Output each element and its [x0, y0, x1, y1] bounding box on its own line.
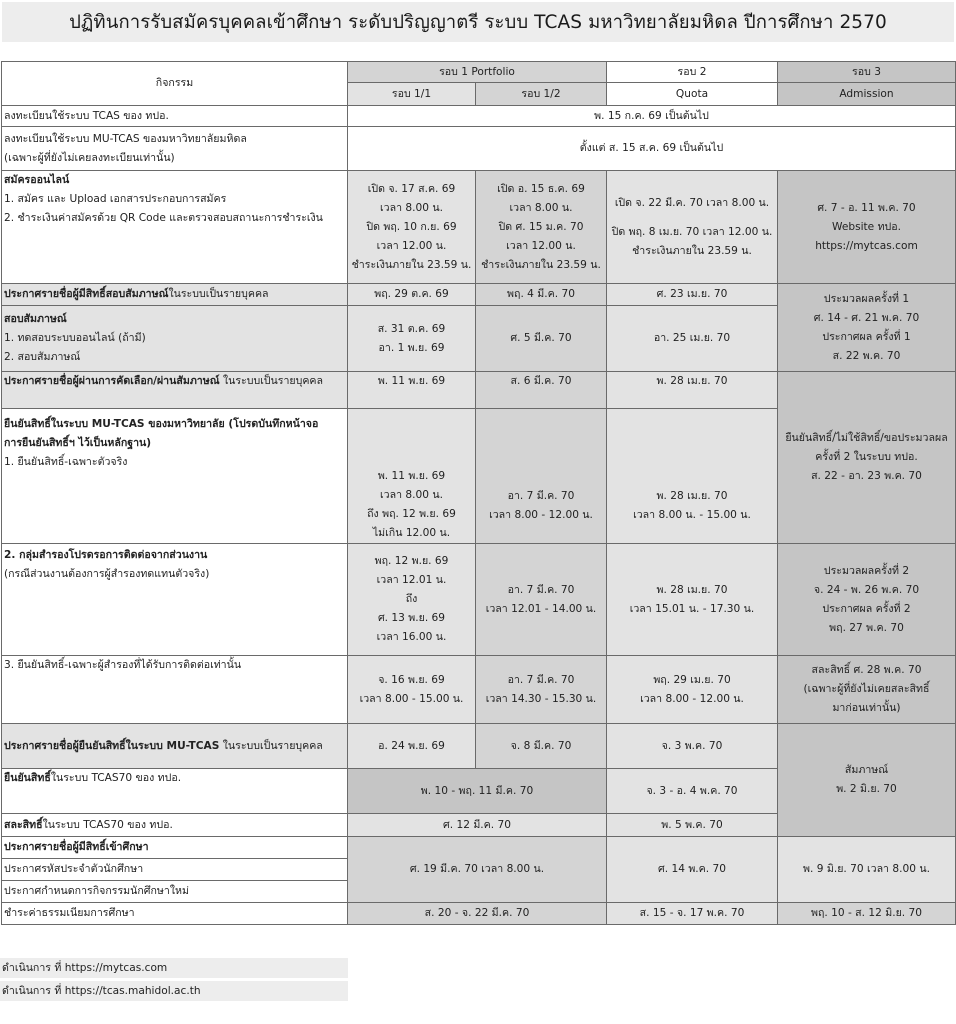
schedule-table [1, 61, 956, 925]
interview-list-label: ประกาศรายชื่อผู้มีสิทธิ์สอบสัมภาษณ์ในระบบเป็นรายบุคคล [2, 284, 348, 306]
reg-mu-label: ลงทะเบียนใช้ระบบ MU-TCAS ของมหาวิทยาลัยมหิดล [4, 132, 247, 145]
round3-waive: สละสิทธิ์ ศ. 28 พ.ค. 70 (เฉพาะผู้ที่ยังไม่เคยสละสิทธิ์ มาก่อนเท่านั้น) [778, 656, 956, 724]
reserve-confirm-round1-1: จ. 16 พ.ย. 69 เวลา 8.00 - 15.00 น. [348, 656, 476, 724]
round3-interview: สัมภาษณ์ พ. 2 มิ.ย. 70 [778, 724, 956, 837]
waive-label: สละสิทธิ์ในระบบ TCAS70 ของ ทปอ. [2, 814, 348, 837]
table-row [2, 106, 956, 127]
confirm-label-note: การยืนยันสิทธิ์ฯ ไว้เป็นหลักฐาน) [4, 437, 152, 449]
round2-sub-header: Quota [607, 83, 778, 106]
reg-tcas-value: พ. 15 ก.ค. 69 เป็นต้นไป [348, 106, 956, 127]
fee-round1: ส. 20 - จ. 22 มี.ค. 70 [348, 903, 607, 925]
apply-step-2: 2. ชำระเงินค่าสมัครด้วย QR Code และตรวจสอบสถานะการชำระเงิน [4, 212, 323, 224]
confirmed-list-round1-1: อ. 24 พ.ย. 69 [348, 724, 476, 769]
table-row [2, 127, 956, 171]
round2-header: รอบ 2 [607, 62, 778, 83]
table-row [2, 372, 956, 409]
confirm-round2: พ. 28 เม.ย. 70 เวลา 8.00 น. - 15.00 น. [607, 409, 778, 544]
confirm-round1-2: อา. 7 มี.ค. 70 เวลา 8.00 - 12.00 น. [476, 409, 607, 544]
admit-list-round2: ศ. 14 พ.ค. 70 [607, 837, 778, 903]
reserve-contact-round1-1: พฤ. 12 พ.ย. 69 เวลา 12.01 น. ถึง ศ. 13 พ.ย. 69 เวลา 16.00 น. [348, 544, 476, 656]
interview-round1-2: ศ. 5 มี.ค. 70 [476, 306, 607, 372]
activity-header: กิจกรรม [2, 62, 348, 106]
confirm-tcas-round2: จ. 3 - อ. 4 พ.ค. 70 [607, 769, 778, 814]
pass-list-label: ประกาศรายชื่อผู้ผ่านการคัดเลือก/ผ่านสัมภาษณ์ ในระบบเป็นรายบุคคล [2, 372, 348, 409]
fee-round2: ส. 15 - จ. 17 พ.ค. 70 [607, 903, 778, 925]
round1-header: รอบ 1 Portfolio [348, 62, 607, 83]
apply-round3: ศ. 7 - อ. 11 พ.ค. 70 Website ทปอ. https://mytcas.com [778, 171, 956, 284]
footer-mytcas-note: ดำเนินการ ที่ https://mytcas.com [0, 958, 348, 978]
reg-mu-note: (เฉพาะผู้ที่ยังไม่เคยลงทะเบียนเท่านั้น) [4, 151, 175, 164]
footer-mahidol-note: ดำเนินการ ที่ https://tcas.mahidol.ac.th [0, 981, 348, 1001]
table-row [2, 903, 956, 925]
table-row [2, 656, 956, 724]
confirmed-list-label: ประกาศรายชื่อผู้ยืนยันสิทธิ์ในระบบ MU-TCAS ในระบบเป็นรายบุคคล [2, 724, 348, 769]
confirmed-list-round2: จ. 3 พ.ค. 70 [607, 724, 778, 769]
admit-list-label: ประกาศรายชื่อผู้มีสิทธิ์เข้าศึกษา [2, 837, 348, 859]
table-row [2, 837, 956, 859]
confirm-label: ยืนยันสิทธิ์ในระบบ MU-TCAS ของมหาวิทยาลัย (โปรดบันทึกหน้าจอ [4, 418, 319, 430]
confirm-step-1: 1. ยืนยันสิทธิ์-เฉพาะตัวจริง [4, 456, 128, 468]
fee-round3: พฤ. 10 - ส. 12 มิ.ย. 70 [778, 903, 956, 925]
reserve-contact-round1-2: อา. 7 มี.ค. 70 เวลา 12.01 - 14.00 น. [476, 544, 607, 656]
waive-round1: ศ. 12 มี.ค. 70 [348, 814, 607, 837]
fee-label: ชำระค่าธรรมเนียมการศึกษา [2, 903, 348, 925]
confirm-round1-1: พ. 11 พ.ย. 69 เวลา 8.00 น. ถึง พฤ. 12 พ.ย. 69 ไม่เกิน 12.00 น. [348, 409, 476, 544]
table-row [2, 171, 956, 284]
table-row [2, 724, 956, 769]
round3-sub-header: Admission [778, 83, 956, 106]
apply-step-1: 1. สมัคร และ Upload เอกสารประกอบการสมัคร [4, 193, 227, 205]
reserve-contact-round2: พ. 28 เม.ย. 70 เวลา 15.01 น. - 17.30 น. [607, 544, 778, 656]
reg-mu-value: ตั้งแต่ ส. 15 ส.ค. 69 เป็นต้นไป [348, 127, 956, 171]
round3-process-1: ประมวลผลครั้งที่ 1 ศ. 14 - ศ. 21 พ.ค. 70 ประกาศผล ครั้งที่ 1 ส. 22 พ.ค. 70 [778, 284, 956, 372]
interview-list-round1-2: พฤ. 4 มี.ค. 70 [476, 284, 607, 306]
reserve-confirm-label: 3. ยืนยันสิทธิ์-เฉพาะผู้สำรองที่ได้รับการติดต่อเท่านั้น [2, 656, 348, 724]
interview-list-round1-1: พฤ. 29 ต.ค. 69 [348, 284, 476, 306]
confirm-tcas-label: ยืนยันสิทธิ์ในระบบ TCAS70 ของ ทปอ. [2, 769, 348, 814]
pass-list-round1-1: พ. 11 พ.ย. 69 [348, 372, 476, 409]
pass-list-round2: พ. 28 เม.ย. 70 [607, 372, 778, 409]
pass-list-round1-2: ส. 6 มี.ค. 70 [476, 372, 607, 409]
page-title: ปฏิทินการรับสมัครบุคคลเข้าศึกษา ระดับปริญญาตรี ระบบ TCAS มหาวิทยาลัยมหิดล ปีการศึกษา 2570 [2, 2, 954, 42]
admit-list-round3: พ. 9 มิ.ย. 70 เวลา 8.00 น. [778, 837, 956, 903]
round3-process-2: ประมวลผลครั้งที่ 2 จ. 24 - พ. 26 พ.ค. 70 ประกาศผล ครั้งที่ 2 พฤ. 27 พ.ค. 70 [778, 544, 956, 656]
apply-round1-1: เปิด จ. 17 ส.ค. 69 เวลา 8.00 น. ปิด พฤ. 10 ก.ย. 69 เวลา 12.00 น. ชำระเงินภายใน 23.59 น. [348, 171, 476, 284]
confirmed-list-round1-2: จ. 8 มี.ค. 70 [476, 724, 607, 769]
table-row [2, 284, 956, 306]
reserve-contact-note: (กรณีส่วนงานต้องการผู้สำรองทดแทนตัวจริง) [4, 568, 210, 580]
reserve-confirm-round1-2: อา. 7 มี.ค. 70 เวลา 14.30 - 15.30 น. [476, 656, 607, 724]
student-id-label: ประกาศรหัสประจำตัวนักศึกษา [2, 859, 348, 881]
table-header-row [2, 62, 956, 83]
interview-step-2: 2. สอบสัมภาษณ์ [4, 351, 81, 363]
reg-tcas-label: ลงทะเบียนใช้ระบบ TCAS ของ ทปอ. [2, 106, 348, 127]
apply-round2: เปิด จ. 22 มี.ค. 70 เวลา 8.00 น. ปิด พฤ. 8 เม.ย. 70 เวลา 12.00 น. ชำระเงินภายใน 23.59 น. [607, 171, 778, 284]
interview-list-round2: ศ. 23 เม.ย. 70 [607, 284, 778, 306]
interview-step-1: 1. ทดสอบระบบออนไลน์ (ถ้ามี) [4, 332, 146, 344]
interview-round2: อา. 25 เม.ย. 70 [607, 306, 778, 372]
apply-label: สมัครออนไลน์ [4, 174, 70, 186]
interview-label: สอบสัมภาษณ์ [4, 313, 67, 325]
table-row [2, 544, 956, 656]
orientation-label: ประกาศกำหนดการกิจกรรมนักศึกษาใหม่ [2, 881, 348, 903]
round3-confirm-tcas: ยืนยันสิทธิ์/ไม่ใช้สิทธิ์/ขอประมวลผล ครั้งที่ 2 ในระบบ ทปอ. ส. 22 - อา. 23 พ.ค. 70 [778, 372, 956, 544]
round1-2-header: รอบ 1/2 [476, 83, 607, 106]
reserve-contact-label: 2. กลุ่มสำรองโปรดรอการติดต่อจากส่วนงาน [4, 549, 208, 561]
reserve-confirm-round2: พฤ. 29 เม.ย. 70 เวลา 8.00 - 12.00 น. [607, 656, 778, 724]
round1-1-header: รอบ 1/1 [348, 83, 476, 106]
apply-round1-2: เปิด อ. 15 ธ.ค. 69 เวลา 8.00 น. ปิด ศ. 15 ม.ค. 70 เวลา 12.00 น. ชำระเงินภายใน 23.59 น. [476, 171, 607, 284]
confirm-tcas-round1: พ. 10 - พฤ. 11 มี.ค. 70 [348, 769, 607, 814]
round3-header: รอบ 3 [778, 62, 956, 83]
interview-round1-1: ส. 31 ต.ค. 69 อา. 1 พ.ย. 69 [348, 306, 476, 372]
admit-list-round1: ศ. 19 มี.ค. 70 เวลา 8.00 น. [348, 837, 607, 903]
waive-round2: พ. 5 พ.ค. 70 [607, 814, 778, 837]
